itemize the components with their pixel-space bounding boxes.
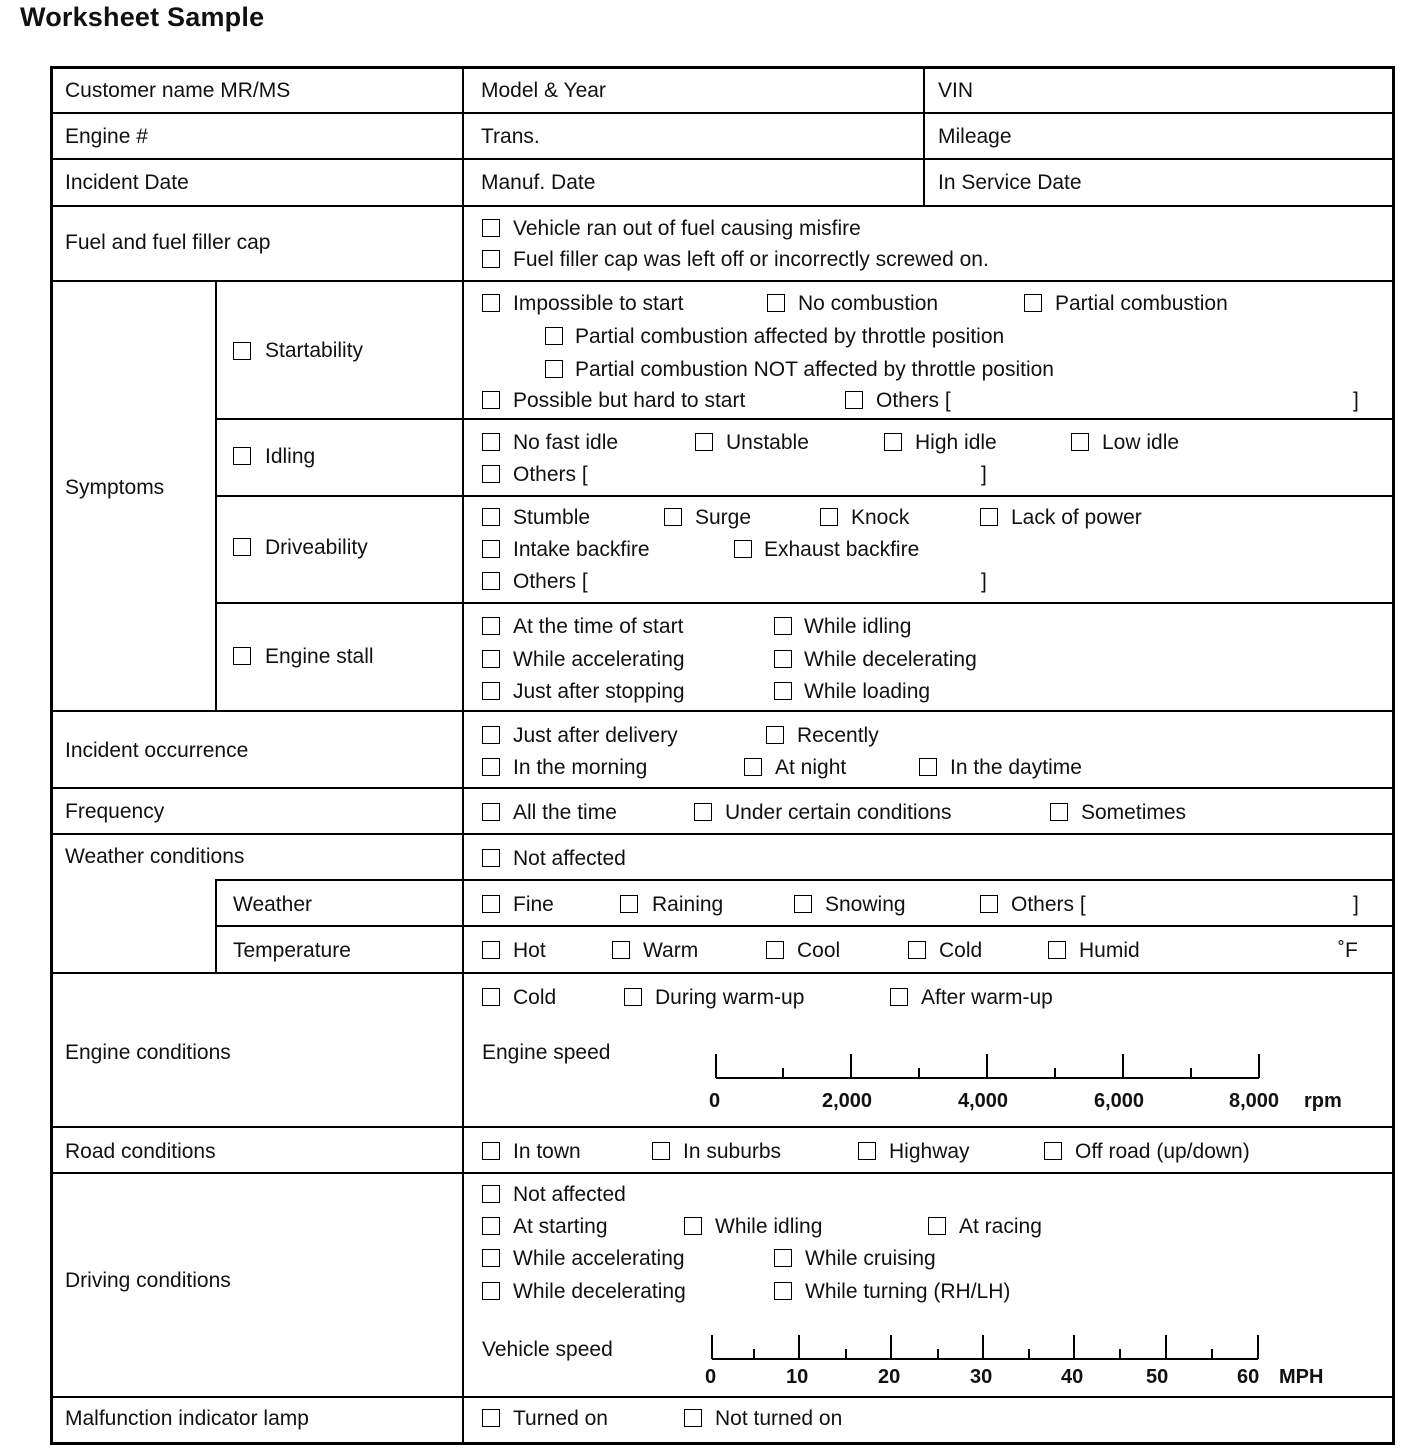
model-year-label: Model & Year: [481, 79, 606, 102]
vehicle-scale-tick-label: 30: [970, 1366, 993, 1388]
option-label: No fast idle: [513, 431, 619, 454]
vehicle-scale-tick-label: 20: [878, 1366, 901, 1388]
option-label: Just after stopping: [513, 680, 685, 703]
road-conditions-label: Road conditions: [65, 1140, 216, 1163]
vehicle-scale-tick-label: 0: [705, 1366, 717, 1388]
option-label: Partial combustion NOT affected by throttle position: [575, 358, 1054, 381]
option-label: Under certain conditions: [725, 801, 952, 824]
engine-scale-tick-label: 2,000: [822, 1090, 873, 1112]
option-label: Not affected: [513, 847, 626, 870]
mil-label: Malfunction indicator lamp: [65, 1407, 309, 1430]
option-label: While cruising: [805, 1247, 936, 1270]
checkbox[interactable]: [482, 1185, 500, 1203]
option-label: Humid: [1079, 939, 1140, 962]
vin-label: VIN: [938, 79, 974, 102]
frequency-label: Frequency: [65, 800, 165, 823]
vehicle-scale-tick-label: 60: [1237, 1366, 1260, 1388]
option-label: Possible but hard to start: [513, 389, 746, 412]
option-label: Snowing: [825, 893, 906, 916]
mileage-label: Mileage: [938, 125, 1012, 148]
checkbox[interactable]: [482, 1217, 500, 1235]
engine-scale-tick-label: 0: [709, 1090, 721, 1112]
checkbox[interactable]: [482, 1282, 500, 1300]
idling-label: Idling: [265, 445, 316, 468]
option-label: Sometimes: [1081, 801, 1187, 824]
option-label: Raining: [652, 893, 724, 916]
temperature-label: Temperature: [233, 939, 351, 962]
option-label: Exhaust backfire: [764, 538, 920, 561]
fuel-option: Fuel filler cap was left off or incorrectly screwed on.: [513, 248, 989, 271]
option-label: While decelerating: [513, 1280, 686, 1303]
option-label: High idle: [915, 431, 997, 454]
vehicle-scale-unit: MPH: [1279, 1366, 1324, 1388]
option-label: While idling: [804, 615, 912, 638]
option-label: Highway: [889, 1140, 970, 1163]
option-label: At night: [775, 756, 847, 779]
checkbox[interactable]: [928, 1217, 946, 1235]
option-label: Others [: [513, 463, 588, 486]
bracket: ]: [1353, 389, 1359, 412]
engine-speed-label: Engine speed: [482, 1041, 611, 1064]
fuel-option: Vehicle ran out of fuel causing misfire: [513, 217, 861, 240]
engine-conditions-label: Engine conditions: [65, 1041, 231, 1064]
vehicle-scale-tick-label: 50: [1146, 1366, 1169, 1388]
option-label: At the time of start: [513, 615, 684, 638]
option-label: In suburbs: [683, 1140, 782, 1163]
bracket: ]: [1353, 893, 1359, 916]
checkbox[interactable]: [684, 1217, 702, 1235]
in-service-date-label: In Service Date: [938, 171, 1082, 194]
option-label: In the daytime: [950, 756, 1082, 779]
checkbox[interactable]: [482, 1409, 500, 1427]
customer-name-label: Customer name MR/MS: [65, 79, 291, 102]
option-label: Just after delivery: [513, 724, 678, 747]
checkbox[interactable]: [482, 1249, 500, 1267]
option-label: While decelerating: [804, 648, 977, 671]
option-label: Stumble: [513, 506, 591, 529]
bracket: ]: [981, 570, 987, 593]
option-label: Low idle: [1102, 431, 1180, 454]
option-label: Unstable: [726, 431, 809, 454]
option-label: Lack of power: [1011, 506, 1142, 529]
option-label: While loading: [804, 680, 931, 703]
option-label: Intake backfire: [513, 538, 650, 561]
option-label: Recently: [797, 724, 879, 747]
driving-conditions-label: Driving conditions: [65, 1269, 231, 1292]
checkbox[interactable]: [684, 1409, 702, 1427]
option-label: All the time: [513, 801, 617, 824]
checkbox[interactable]: [1044, 1142, 1062, 1160]
option-label: Impossible to start: [513, 292, 684, 315]
engine-stall-label: Engine stall: [265, 645, 374, 668]
symptoms-label: Symptoms: [65, 476, 165, 499]
option-label: No combustion: [798, 292, 939, 315]
weather-conditions-label: Weather conditions: [65, 845, 245, 868]
incident-occurrence-label: Incident occurrence: [65, 739, 249, 762]
option-label: Knock: [851, 506, 910, 529]
checkbox[interactable]: [652, 1142, 670, 1160]
option-label: Cold: [939, 939, 983, 962]
option-label: Others [: [513, 570, 588, 593]
option-label: Not turned on: [715, 1407, 843, 1430]
bracket: ]: [981, 463, 987, 486]
vehicle-scale-tick-label: 10: [786, 1366, 809, 1388]
option-label: Hot: [513, 939, 546, 962]
option-label: In town: [513, 1140, 581, 1163]
vehicle-scale-tick-label: 40: [1061, 1366, 1084, 1388]
option-label: While idling: [715, 1215, 823, 1238]
option-label: While turning (RH/LH): [805, 1280, 1011, 1303]
checkbox[interactable]: [482, 1142, 500, 1160]
engine-scale-tick-label: 8,000: [1229, 1090, 1280, 1112]
option-label: Others [: [1011, 893, 1086, 916]
option-label: Off road (up/down): [1075, 1140, 1250, 1163]
checkbox[interactable]: [774, 1249, 792, 1267]
option-label: At racing: [959, 1215, 1042, 1238]
page-title: Worksheet Sample: [20, 2, 265, 32]
option-label: Not affected: [513, 1183, 626, 1206]
option-label: Warm: [643, 939, 699, 962]
option-label: Others [: [876, 389, 951, 412]
option-label: While accelerating: [513, 1247, 685, 1270]
option-label: During warm-up: [655, 986, 805, 1009]
option-label: Partial combustion: [1055, 292, 1228, 315]
trans-label: Trans.: [481, 125, 540, 148]
weather-label: Weather: [233, 893, 312, 916]
engine-scale-tick-label: 4,000: [958, 1090, 1009, 1112]
option-label: At starting: [513, 1215, 608, 1238]
engine-scale-unit: rpm: [1304, 1090, 1342, 1112]
option-label: Fine: [513, 893, 554, 916]
option-label: Turned on: [513, 1407, 608, 1430]
option-label: In the morning: [513, 756, 648, 779]
vehicle-speed-label: Vehicle speed: [482, 1338, 613, 1361]
option-label: Surge: [695, 506, 752, 529]
manuf-date-label: Manuf. Date: [481, 171, 596, 194]
option-label: Cool: [797, 939, 841, 962]
incident-date-label: Incident Date: [65, 171, 189, 194]
startability-label: Startability: [265, 339, 364, 362]
engine-number-label: Engine #: [65, 125, 148, 148]
checkbox[interactable]: [774, 1282, 792, 1300]
option-label: Cold: [513, 986, 557, 1009]
fuel-label: Fuel and fuel filler cap: [65, 231, 271, 254]
temperature-unit: ˚F: [1338, 939, 1358, 962]
driveability-label: Driveability: [265, 536, 368, 559]
engine-scale-tick-label: 6,000: [1094, 1090, 1145, 1112]
checkbox[interactable]: [858, 1142, 876, 1160]
option-label: After warm-up: [921, 986, 1053, 1009]
option-label: Partial combustion affected by throttle position: [575, 325, 1005, 348]
option-label: While accelerating: [513, 648, 685, 671]
